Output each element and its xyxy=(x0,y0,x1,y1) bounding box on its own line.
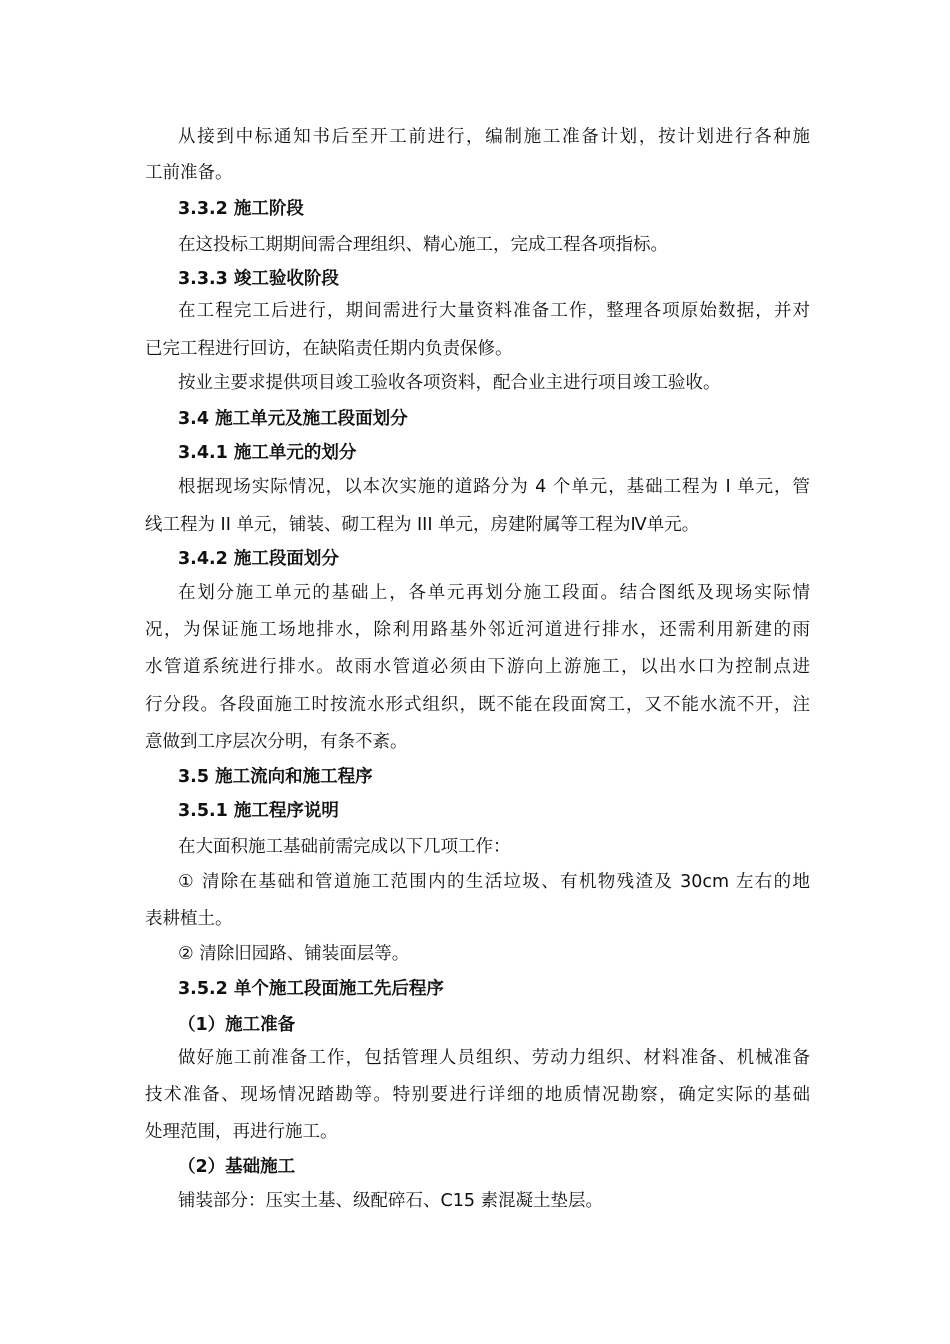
paragraph-line: 线工程为 II 单元，铺装、砌工程为 III 单元，房建附属等工程为Ⅳ单元。 xyxy=(145,515,700,535)
section-heading-3-3-2: 3.3.2 施工阶段 xyxy=(178,199,304,219)
list-item-1-continued: 表耕植土。 xyxy=(145,909,233,929)
subheading-2: （2）基础施工 xyxy=(178,1157,296,1177)
section-heading-3-4: 3.4 施工单元及施工段面划分 xyxy=(178,409,408,429)
paragraph-line: 况，为保证施工场地排水，除利用路基外邻近河道进行排水，还需利用新建的雨 xyxy=(145,620,810,640)
section-heading-3-4-2: 3.4.2 施工段面划分 xyxy=(178,549,339,569)
paragraph-line: 在大面积施工基础前需完成以下几项工作： xyxy=(178,837,511,857)
paragraph-line: 在这投标工期期间需合理组织、精心施工，完成工程各项指标。 xyxy=(178,235,668,255)
paragraph-line: 技术准备、现场情况踏勘等。特别要进行详细的地质情况勘察，确定实际的基础 xyxy=(145,1085,810,1105)
paragraph-line: 做好施工前准备工作，包括管理人员组织、劳动力组织、材料准备、机械准备 xyxy=(178,1048,810,1068)
paragraph-line: 处理范围，再进行施工。 xyxy=(145,1122,338,1142)
paragraph-line: 水管道系统进行排水。故雨水管道必须由下游向上游施工，以出水口为控制点进 xyxy=(145,657,810,677)
paragraph-line: 意做到工序层次分明，有条不紊。 xyxy=(145,732,408,752)
section-heading-3-3-3: 3.3.3 竣工验收阶段 xyxy=(178,269,339,289)
section-heading-3-5: 3.5 施工流向和施工程序 xyxy=(178,767,373,787)
paragraph-line: 根据现场实际情况，以本次实施的道路分为 4 个单元，基础工程为 I 单元，管 xyxy=(178,477,810,497)
paragraph-line: 在划分施工单元的基础上，各单元再划分施工段面。结合图纸及现场实际情 xyxy=(178,583,810,603)
section-heading-3-5-2: 3.5.2 单个施工段面施工先后程序 xyxy=(178,979,444,999)
paragraph-line: 从接到中标通知书后至开工前进行，编制施工准备计划，按计划进行各种施 xyxy=(178,127,810,147)
paragraph-line: 铺装部分：压实土基、级配碎石、C15 素混凝土垫层。 xyxy=(178,1191,604,1211)
section-heading-3-4-1: 3.4.1 施工单元的划分 xyxy=(178,443,357,463)
list-item-1: ① 清除在基础和管道施工范围内的生活垃圾、有机物残渣及 30cm 左右的地 xyxy=(178,872,810,892)
list-item-2: ② 清除旧园路、铺装面层等。 xyxy=(178,944,410,964)
paragraph-line: 按业主要求提供项目竣工验收各项资料，配合业主进行项目竣工验收。 xyxy=(178,373,721,393)
paragraph-line: 行分段。各段面施工时按流水形式组织，既不能在段面窝工，又不能水流不开，注 xyxy=(145,695,810,715)
section-heading-3-5-1: 3.5.1 施工程序说明 xyxy=(178,801,339,821)
paragraph-line: 在工程完工后进行，期间需进行大量资料准备工作，整理各项原始数据，并对 xyxy=(178,301,810,321)
paragraph-line: 工前准备。 xyxy=(145,163,233,183)
subheading-1: （1）施工准备 xyxy=(178,1015,296,1035)
paragraph-line: 已完工程进行回访，在缺陷责任期内负责保修。 xyxy=(145,339,513,359)
